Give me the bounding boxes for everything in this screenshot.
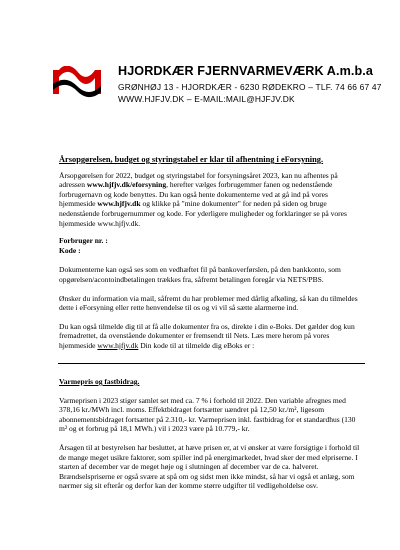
hjfjv-link[interactable]: www.hjfjv.dk xyxy=(97,340,139,350)
intro-text-a: Årsopgørelsen for 2022, budget og styringstabel for forsyningsåret 2023, kan nu afhentes på adressen xyxy=(59,170,338,190)
section-1-p4 xyxy=(59,322,364,351)
section-2-p1: Varmeprisen i 2023 stiger samlet set med ca. 7 % i forhold til 2022. Den variable afregnes med 378,16 kr./MWh incl. moms. Effektbidraget fortsætter uændret på 12,50 kr./m², ligesom abonnementsbidraget fortsætter på 2.310,- kr. Varmeprisen inkl. fastbidrag for et standardhus (130 m² og et forbrug på 18,1 MWh.) vil i 2023 være på 10.779,- kr. xyxy=(59,395,356,434)
intro-text-c: og klikke på "mine dokumenter" for neden på siden og bruge nedenstående forbrugernummer og kode. For yderligere muligheder og forklaringer se på vores hjemmeside www.hjfjv.dk. xyxy=(59,199,347,228)
company-name: HJORDKÆR FJERNVARMEVÆRK A.m.b.a xyxy=(118,64,373,78)
company-logo xyxy=(51,66,103,100)
section-1 xyxy=(59,155,364,351)
section-2-p2: Årsagen til at bestyrelsen har besluttet, at hæve prisen er, at vi ønsker at være forsigtige i forhold til de mange meget usikre faktorer, som spiller ind på energimarkedet, hvad sker der med elpriserne. I starten af december var de meget høje og i slutningen af december var de ca. halveret. Brændselspriserne er også svære at spå om og sidst men ikke mindst, så har vi også et anlæg, som nærmer sig sit efterår og derfor kan der komme større udgifter til vedligeholdelse osv. xyxy=(59,442,360,491)
section-2 xyxy=(59,377,364,491)
section-1-p2: Dokumenterne kan også ses som en vedhæftet fil på bankoverførslen, på den bankkonto, som opgørelsen/acontoindbetalingen trækkes fra, såfremt betalingen foregår via NETS/PBS. xyxy=(59,265,341,284)
section-1-intro xyxy=(59,171,364,229)
section-divider xyxy=(58,363,365,364)
section-1-heading: Årsopgørelsen, budget og styringstabel er klar til afhentning i eForsyning. xyxy=(59,155,324,164)
eboks-text-a: Du kan også tilmelde dig til at få alle dokumenter fra os, direkte i din e-Boks. Det gælder dog kun fremadrettet, da ovenstående dokumenter er fremsendt til Nets. Læs mere herom på vores hjemmeside xyxy=(59,321,355,350)
company-contact: WWW.HJFJV.DK – E-MAIL:MAIL@HJFJV.DK xyxy=(118,94,295,104)
kode-label: Kode : xyxy=(59,245,81,255)
eboks-text-b: Din kode til at tilmelde dig eBoks er : xyxy=(138,340,255,350)
section-2-heading: Varmepris og fastbidrag. xyxy=(59,377,140,386)
forbruger-label: Forbruger nr. : xyxy=(59,236,108,246)
section-1-p3: Ønsker du information via mail, såfremt du har problemer med dårlig afkøling, så kan du tilmeldes dette i eForsyning eller rette henvendelse til os og vi vil så sætte alarmerne ind. xyxy=(59,293,358,313)
intro-text-b: , herefter vælges forbrugemmer fanen og nedenstående forbrugernavn og kode benyttes. Du kan også hente dokumenterne ved at gå ind på vores hjemmeside xyxy=(59,180,333,209)
website-url[interactable]: www.hjfjv.dk xyxy=(97,199,141,209)
eforsyning-url[interactable]: www.hjfjv.dk/eforsyning xyxy=(86,180,167,190)
company-address: GRØNHØJ 13 - HJORDKÆR - 6230 RØDEKRO – TLF. 74 66 67 47 xyxy=(118,82,382,92)
